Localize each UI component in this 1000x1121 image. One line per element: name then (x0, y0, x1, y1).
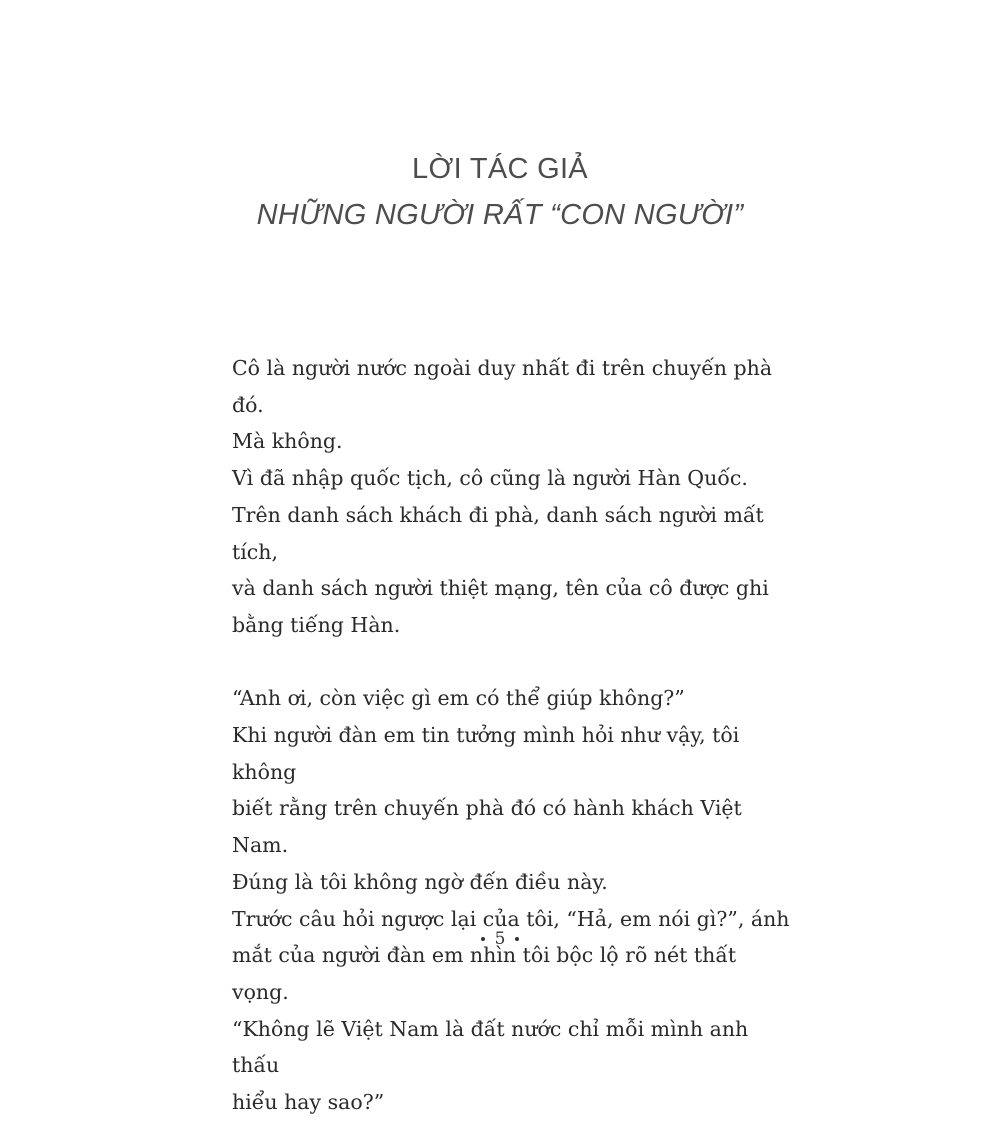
body-text (232, 350, 792, 1121)
text-line: hiểu hay sao?” (232, 1090, 385, 1115)
text-line: “Không lẽ Việt Nam là đất nước chỉ mỗi mình anh thấu (232, 1016, 749, 1078)
bullet-dot-icon (515, 937, 519, 941)
chapter-title: LỜI TÁC GIẢ (412, 153, 588, 185)
text-line: Cô là người nước ngoài duy nhất đi trên chuyến phà đó. (232, 356, 773, 417)
text-line: Khi người đàn em tin tưởng mình hỏi như vậy, tôi không (232, 723, 740, 784)
paragraph-gap (232, 644, 792, 681)
page-number: 5 (494, 929, 506, 949)
text-line: Vì đã nhập quốc tịch, cô cũng là người Hàn Quốc. (232, 466, 748, 491)
text-line: và danh sách người thiệt mạng, tên của cô được ghi (232, 576, 769, 601)
text-line: bằng tiếng Hàn. (232, 612, 401, 637)
bullet-dot-icon (481, 937, 485, 941)
page-number-footer (0, 929, 1000, 949)
text-line: Đúng là tôi không ngờ đến điều này. (232, 869, 608, 894)
text-line: Mà không. (232, 429, 343, 454)
text-line: Trước câu hỏi ngược lại của tôi, “Hả, em nói gì?”, ánh (232, 906, 790, 931)
text-line: Trên danh sách khách đi phà, danh sách người mất tích, (232, 502, 764, 564)
text-line: biết rằng trên chuyến phà đó có hành khách Việt Nam. (232, 796, 742, 858)
text-line: mắt của người đàn em nhìn tôi bộc lộ rõ nét thất vọng. (232, 943, 737, 1004)
text-line: “Anh ơi, còn việc gì em có thể giúp không?” (232, 686, 685, 711)
chapter-subtitle: NHỮNG NGƯỜI RẤT “CON NGƯỜI” (256, 199, 744, 231)
